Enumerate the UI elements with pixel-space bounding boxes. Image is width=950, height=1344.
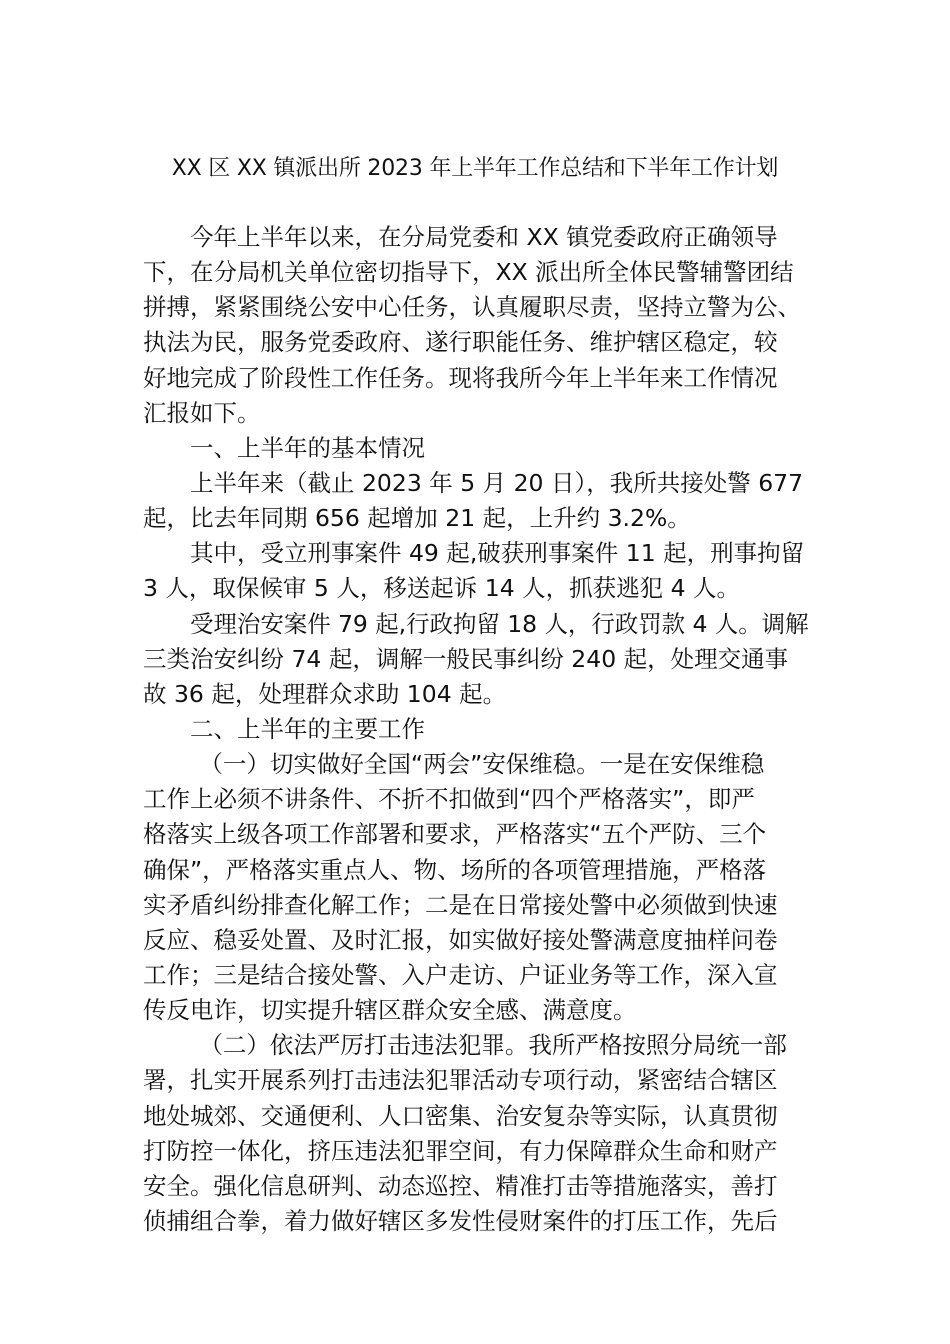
body-line: 三类治安纠纷 74 起，调解一般民事纠纷 240 起，处理交通事: [143, 644, 789, 673]
body-line: （一）切实做好全国“两会”安保维稳。一是在安保维稳: [199, 750, 765, 779]
document-title: XX 区 XX 镇派出所 2023 年上半年工作总结和下半年工作计划: [171, 156, 779, 181]
body-line: 执法为民，服务党委政府、遂行职能任务、维护辖区稳定，较: [143, 328, 778, 357]
body-line: 确保”，严格落实重点人、物、场所的各项管理措施，严格落: [143, 855, 767, 884]
body-line: 格落实上级各项工作部署和要求，严格落实“五个严防、三个: [143, 820, 767, 849]
body-line: 侦捕组合拳，着力做好辖区多发性侵财案件的打压工作，先后: [143, 1206, 778, 1235]
body-line: 地处城郊、交通便利、人口密集、治安复杂等实际，认真贯彻: [143, 1101, 778, 1130]
body-line: 下，在分局机关单位密切指导下，XX 派出所全体民警辅警团结: [143, 258, 794, 287]
body-line: 今年上半年以来，在分局党委和 XX 镇党委政府正确领导: [190, 223, 778, 251]
body-line: 好地完成了阶段性工作任务。现将我所今年上半年来工作情况: [143, 363, 778, 392]
body-line: （二）依法严厉打击违法犯罪。我所严格按照分局统一部: [199, 1031, 787, 1060]
body-line: 受理治安案件 79 起,行政拘留 18 人，行政罚款 4 人。调解: [190, 609, 809, 638]
body-line: 传反电诈，切实提升辖区群众安全感、满意度。: [143, 996, 637, 1025]
body-line: 打防控一体化，挤压违法犯罪空间，有力保障群众生命和财产: [143, 1136, 778, 1165]
body-line: 二、上半年的主要工作: [190, 714, 425, 743]
body-line: 工作上必须不讲条件、不折不扣做到“四个严格落实”，即严: [143, 785, 755, 814]
body-line: 上半年来（截止 2023 年 5 月 20 日），我所共接处警 677: [190, 468, 804, 497]
body-line: 工作；三是结合接处警、入户走访、户证业务等工作，深入宣: [143, 960, 778, 989]
body-line: 起，比去年同期 656 起增加 21 起，上升约 3.2%。: [143, 504, 691, 533]
body-line: 故 36 起，处理群众求助 104 起。: [143, 679, 507, 708]
body-line: 其中，受立刑事案件 49 起,破获刑事案件 11 起，刑事拘留: [190, 539, 805, 568]
body-line: 拼搏，紧紧围绕公安中心任务，认真履职尽责，坚持立警为公、: [143, 293, 801, 322]
body-line: 安全。强化信息研判、动态巡控、精准打击等措施落实，善打: [143, 1171, 778, 1200]
document-body: [143, 220, 809, 1239]
body-line: 反应、稳妥处置、及时汇报，如实做好接处警满意度抽样问卷: [143, 925, 778, 954]
body-line: 汇报如下。: [143, 398, 261, 427]
body-line: 署，扎实开展系列打击违法犯罪活动专项行动，紧密结合辖区: [143, 1066, 778, 1095]
body-line: 实矛盾纠纷排查化解工作；二是在日常接处警中必须做到快速: [143, 890, 778, 919]
body-line: 一、上半年的基本情况: [190, 433, 425, 462]
body-line: 3 人，取保候审 5 人，移送起诉 14 人，抓获逃犯 4 人。: [143, 574, 741, 603]
